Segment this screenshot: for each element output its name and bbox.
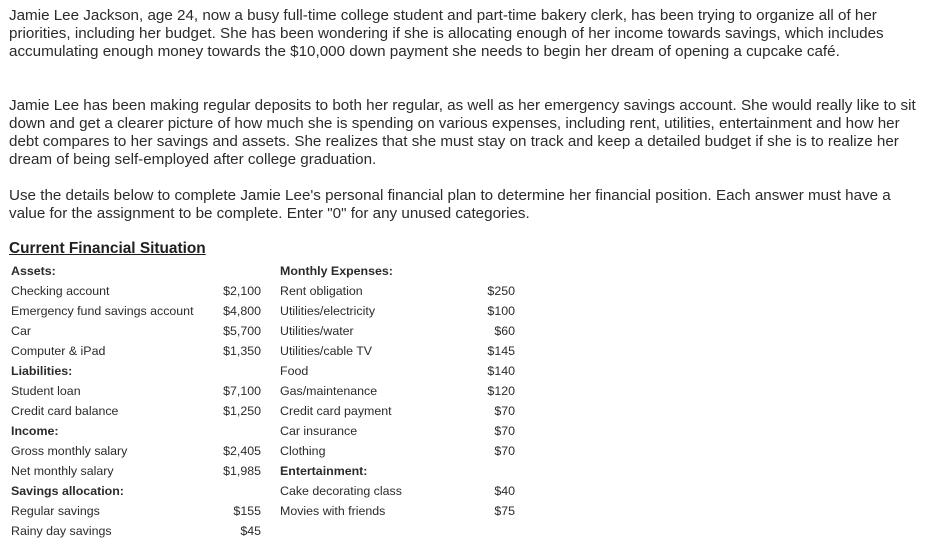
left_column-item-amount: $1,985: [223, 464, 261, 478]
left_column-item-amount: $155: [233, 504, 261, 518]
right_column-item-amount: $70: [494, 444, 515, 458]
right_column-item-label: Gas/maintenance: [280, 384, 378, 398]
left_column-item-label: Rainy day savings: [11, 524, 112, 538]
right_column-item-amount: $70: [494, 424, 515, 438]
left_column-section-header: Income:: [11, 424, 59, 438]
right_column-item-label: Cake decorating class: [280, 484, 402, 498]
left_column-item-label: Student loan: [11, 384, 81, 398]
left_column-item-label: Regular savings: [11, 504, 100, 518]
left_column-item-label: Gross monthly salary: [11, 444, 128, 458]
left_column-item-label: Computer & iPad: [11, 344, 106, 358]
left_column-section-header: Liabilities:: [11, 364, 73, 378]
right_column-item-label: Utilities/electricity: [280, 304, 376, 318]
left_column-item-amount: $1,250: [223, 404, 261, 418]
left_column-item-label: Car: [11, 324, 31, 338]
left_column-section-header: Assets:: [11, 264, 56, 278]
right_column-item-amount: $250: [487, 284, 515, 298]
right_column-item-amount: $145: [487, 344, 515, 358]
right_column-item-label: Clothing: [280, 444, 326, 458]
intro-paragraph: Jamie Lee Jackson, age 24, now a busy full-time college student and part-time bakery clerk, has been trying to organize all of her priorities, including her budget. She has been wondering if she is allocating enough of her income towards savings, which includes accumulating enough money towards the $10,000 down payment she needs to begin her dream of opening a cupcake café.: [9, 7, 884, 60]
right_column-item-label: Car insurance: [280, 424, 358, 438]
right_column-item-amount: $100: [487, 304, 515, 318]
right_column-item-label: Movies with friends: [280, 504, 386, 518]
left_column-item-amount: $7,100: [223, 384, 261, 398]
left_column-item-amount: $1,350: [223, 344, 261, 358]
right_column-item-amount: $75: [494, 504, 515, 518]
right_column-item-label: Utilities/cable TV: [280, 344, 373, 358]
left_column-item-amount: $2,405: [223, 444, 261, 458]
left_column-item-amount: $2,100: [223, 284, 261, 298]
instructions-paragraph: Use the details below to complete Jamie Lee's personal financial plan to determine her financial position. Each answer must have a value for the assignment to be complete. Enter "0" for any unused categories.: [9, 187, 891, 222]
savings-paragraph: Jamie Lee has been making regular deposits to both her regular, as well as her emergency savings account. She would really like to sit down and get a clearer picture of how much she is spending on various expenses, including rent, utilities, entertainment and how her debt compares to her savings and assets. She realizes that she must stay on track and keep a detailed budget if she is to realize her dream of being self-employed after college graduation.: [9, 97, 916, 168]
left_column-section-header: Savings allocation:: [11, 484, 124, 498]
left_column-item-amount: $5,700: [223, 324, 261, 338]
section-heading: Current Financial Situation: [9, 240, 206, 257]
right_column-item-label: Credit card payment: [280, 404, 392, 418]
left_column-item-amount: $4,800: [223, 304, 261, 318]
right_column-item-label: Food: [280, 364, 309, 378]
right_column-item-label: Utilities/water: [280, 324, 354, 338]
right_column-item-amount: $60: [494, 324, 515, 338]
right_column-item-amount: $40: [494, 484, 515, 498]
right_column-section-header: Monthly Expenses:: [280, 264, 393, 278]
right_column-section-header: Entertainment:: [280, 464, 368, 478]
right_column-item-label: Rent obligation: [280, 284, 363, 298]
left_column-item-label: Net monthly salary: [11, 464, 114, 478]
right_column-item-amount: $120: [487, 384, 515, 398]
left_column-item-label: Credit card balance: [11, 404, 119, 418]
right_column-item-amount: $140: [487, 364, 515, 378]
left_column-item-label: Checking account: [11, 284, 110, 298]
right_column-item-amount: $70: [494, 404, 515, 418]
left_column-item-label: Emergency fund savings account: [11, 304, 194, 318]
left_column-item-amount: $45: [240, 524, 261, 538]
